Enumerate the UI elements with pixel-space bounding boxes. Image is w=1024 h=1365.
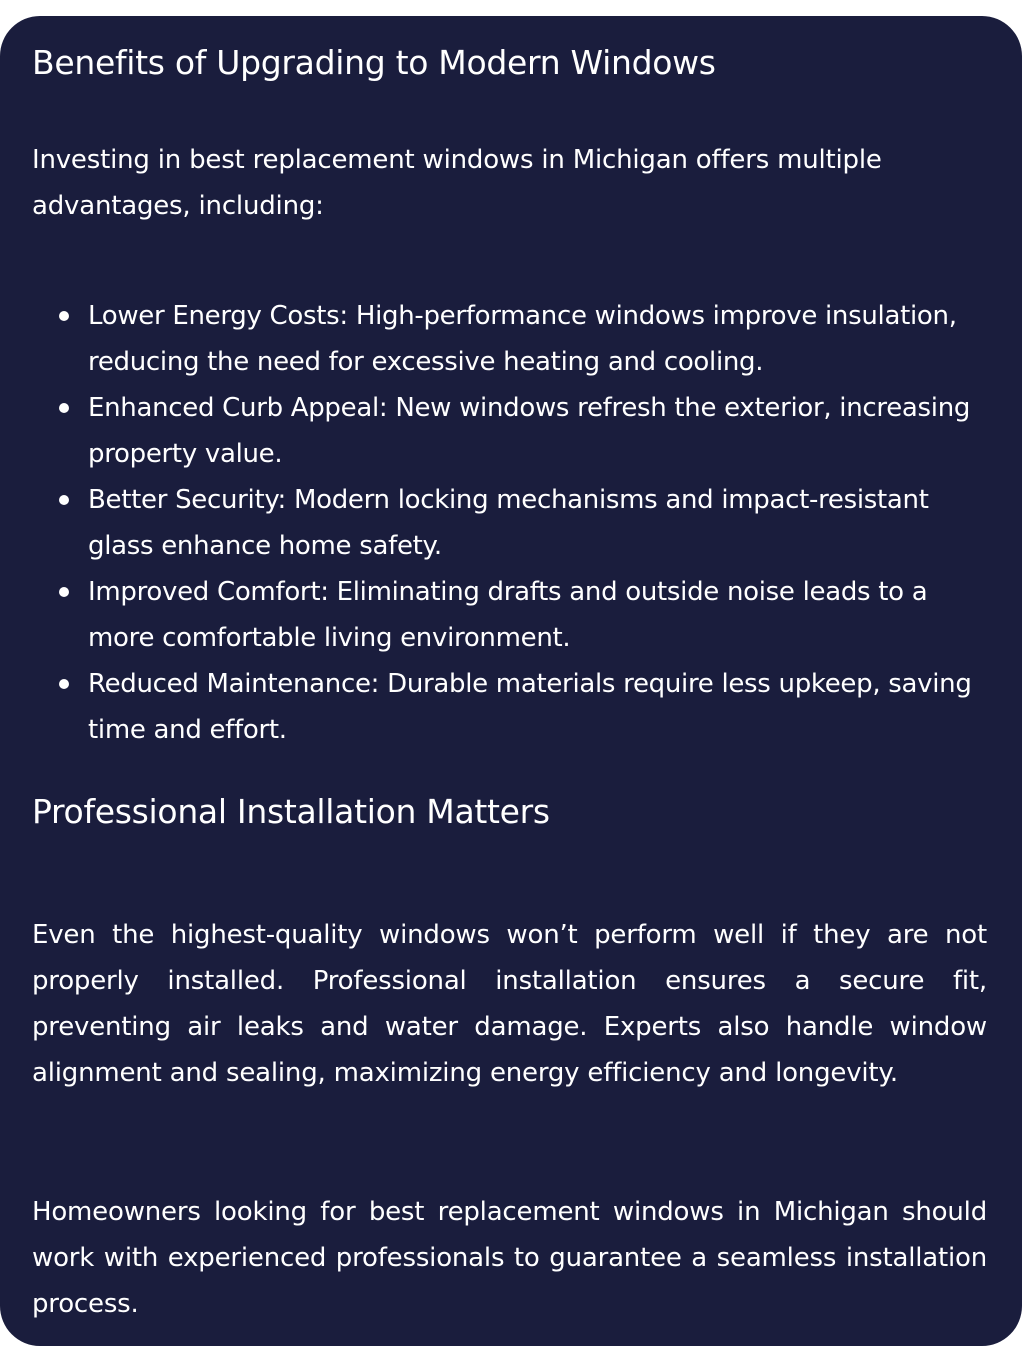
bullet-dot-icon bbox=[59, 495, 69, 505]
list-item-text: Improved Comfort: Eliminating drafts and outside noise leads to a more comfortable living environment. bbox=[88, 577, 928, 653]
list-item bbox=[32, 569, 990, 661]
list-item-text: Reduced Maintenance: Durable materials require less upkeep, saving time and effort. bbox=[88, 669, 972, 745]
list-item-text: Enhanced Curb Appeal: New windows refresh the exterior, increasing property value. bbox=[88, 393, 971, 469]
list-item bbox=[32, 293, 990, 385]
list-item bbox=[32, 477, 990, 569]
list-item-text: Lower Energy Costs: High-performance windows improve insulation, reducing the need for excessive heating and cooling. bbox=[88, 301, 957, 377]
bullet-dot-icon bbox=[59, 311, 69, 321]
bullet-dot-icon bbox=[59, 587, 69, 597]
section-heading-installation: Professional Installation Matters bbox=[32, 792, 550, 831]
bullet-dot-icon bbox=[59, 679, 69, 689]
intro-paragraph: Investing in best replacement windows in Michigan offers multiple advantages, including: bbox=[32, 145, 882, 221]
installation-paragraph: Even the highest-quality windows won’t perform well if they are not properly installed. Professional installation ensures a secure fit, preventing air leaks and water damage. Experts also handle window alignment and sealing, maximizing energy efficiency and longevity. bbox=[32, 920, 987, 1088]
section-heading-benefits: Benefits of Upgrading to Modern Windows bbox=[32, 43, 716, 82]
benefits-list bbox=[32, 293, 990, 753]
list-item-text: Better Security: Modern locking mechanisms and impact-resistant glass enhance home safety. bbox=[88, 485, 929, 561]
list-item bbox=[32, 385, 990, 477]
closing-paragraph: Homeowners looking for best replacement windows in Michigan should work with experienced professionals to guarantee a seamless installation process. bbox=[32, 1197, 987, 1319]
list-item bbox=[32, 661, 990, 753]
content-card bbox=[0, 16, 1022, 1346]
bullet-dot-icon bbox=[59, 403, 69, 413]
